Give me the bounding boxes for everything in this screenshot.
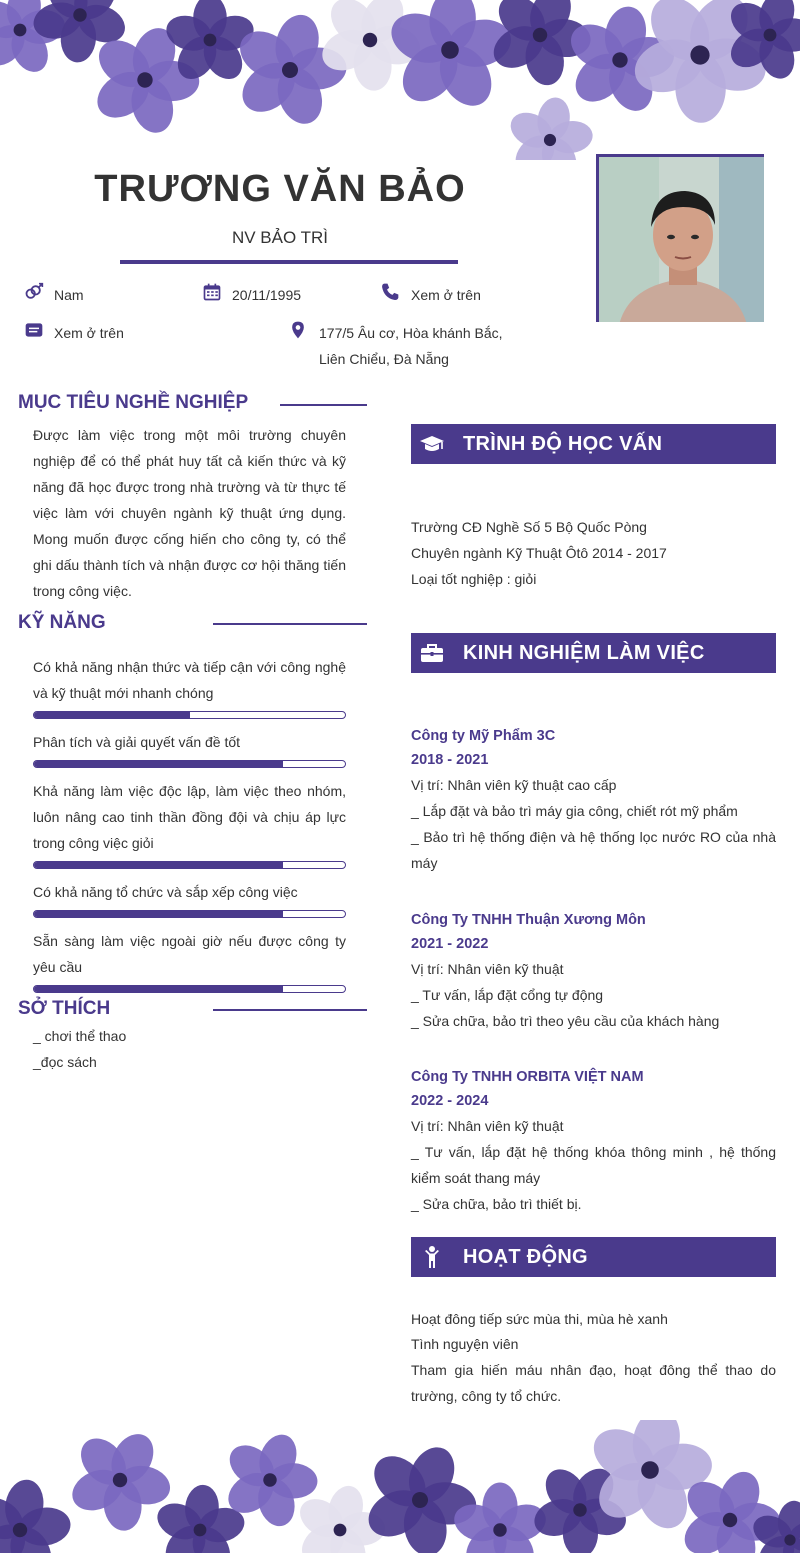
job-period: 2018 - 2021 [411,752,489,768]
job-period: 2021 - 2022 [411,936,489,952]
job-position: Vị trí: Nhân viên kỹ thuật cao cấp [411,777,617,793]
skills-title-rule [213,623,367,625]
job-task: _ Sửa chữa, bảo trì theo yêu cầu của khách hàng [411,1013,720,1029]
email-value: Xem ở trên [54,325,124,341]
skill-label: Có khả năng nhận thức và tiếp cận với công nghệ và kỹ thuật mới nhanh chóng [33,659,346,701]
candidate-name: TRƯƠNG VĂN BẢO [94,168,466,210]
job-company: Công Ty TNHH Thuận Xương Môn [411,912,646,928]
activities-title: HOẠT ĐỘNG [463,1246,588,1268]
skill-bar [33,985,346,993]
graduation-cap-icon [419,432,445,456]
education-line: Chuyên ngành Kỹ Thuật Ôtô 2014 - 2017 [411,545,667,561]
skill-bar [33,861,346,869]
address-line-2: Liên Chiểu, Đà Nẵng [319,351,449,367]
activity-line: Hoạt đông tiếp sức mùa thi, mùa hè xanh [411,1311,668,1327]
avatar [599,157,764,322]
job-task: _ Sửa chữa, bảo trì thiết bị. [411,1196,582,1212]
address-line-1: 177/5 Âu cơ, Hòa khánh Bắc, [319,325,503,341]
objective-title-rule [280,404,367,406]
experience-header [411,633,776,673]
activities-header [411,1237,776,1277]
hobby-item: _ chơi thể thao [33,1028,127,1044]
name-divider [120,260,458,264]
skill-bar [33,760,346,768]
skills-title: KỸ NĂNG [18,612,106,633]
gender-value: Nam [54,287,84,303]
phone-value: Xem ở trên [411,287,481,303]
job-position: Vị trí: Nhân viên kỹ thuật [411,961,564,977]
person-icon [419,1245,445,1269]
skill-bar [33,910,346,918]
flower-decoration-top [0,0,800,160]
skill-bar-fill [34,986,283,992]
education-title: TRÌNH ĐỘ HỌC VẤN [463,433,663,455]
activity-line: Tham gia hiến máu nhân đạo, hoạt đông thể thao do trường, công ty tổ chức. [411,1362,776,1404]
job-company: Công ty Mỹ Phẩm 3C [411,728,556,744]
activity-line: Tình nguyện viên [411,1336,519,1352]
skill-bar-fill [34,761,283,767]
hobbies-title: SỞ THÍCH [18,998,111,1019]
job-company: Công Ty TNHH ORBITA VIỆT NAM [411,1069,644,1085]
calendar-icon [202,282,222,302]
birthdate-value: 20/11/1995 [232,287,302,303]
phone-icon [380,282,400,302]
skill-label: Phân tích và giải quyết vấn đề tốt [33,734,241,750]
hobby-item: _đọc sách [33,1054,97,1070]
skill-bar-fill [34,911,283,917]
skill-label: Khả năng làm việc độc lập, làm việc theo nhóm, luôn nâng cao tinh thần đồng đội và chịu áp lực trong công việc giỏi [33,783,346,851]
flower-decoration-bottom [0,1420,800,1553]
job-period: 2022 - 2024 [411,1093,489,1109]
education-line: Trường CĐ Nghề Số 5 Bộ Quốc Pòng [411,519,647,535]
job-task: _ Lắp đặt và bảo trì máy gia công, chiết rót mỹ phẩm [411,803,738,819]
education-line: Loại tốt nghiệp : giỏi [411,571,537,587]
education-header [411,424,776,464]
job-title: NV BẢO TRÌ [231,228,329,247]
job-task: _ Bảo trì hệ thống điện và hệ thống lọc nước RO của nhà máy [411,829,776,871]
skill-bar-fill [34,712,190,718]
briefcase-icon [419,641,445,665]
job-task: _ Tư vấn, lắp đặt cổng tự động [411,987,604,1003]
job-position: Vị trí: Nhân viên kỹ thuật [411,1118,564,1134]
skill-bar [33,711,346,719]
experience-title: KINH NGHIỆM LÀM VIỆC [463,642,705,664]
location-pin-icon [288,320,308,340]
hobbies-title-rule [213,1009,367,1011]
job-task: _ Tư vấn, lắp đặt hệ thống khóa thông minh , hệ thống kiểm soát thang máy [411,1144,776,1186]
skill-label: Có khả năng tổ chức và sắp xếp công việc [33,884,298,900]
gender-icon [24,282,44,302]
email-icon [24,320,44,340]
skill-label: Sẵn sàng làm việc ngoài giờ nếu được công ty yêu cầu [33,933,346,975]
objective-title: MỤC TIÊU NGHỀ NGHIỆP [18,392,249,413]
profile-photo [596,154,764,322]
objective-text: Được làm việc trong một môi trường chuyên nghiệp để có thể phát huy tất cả kiến thức và kỹ năng đã học được trong nhà trường và từ thực tế việc làm với chuyên ngành kỹ thuật ứng dụng. Mong muốn được cống hiến cho công ty, có thể ghi dấu thành tích và nhận được cơ hội thăng tiến trong công việc. [33,427,346,599]
skill-bar-fill [34,862,283,868]
